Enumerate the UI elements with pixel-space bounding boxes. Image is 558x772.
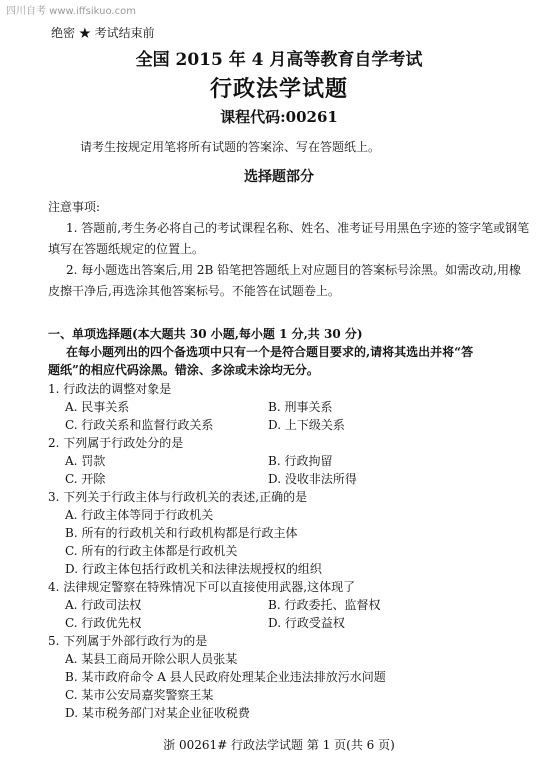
option-b: B. 行政拘留 bbox=[268, 454, 333, 468]
option-a: A. 罚款 bbox=[65, 454, 106, 468]
confidential-mark: 绝密 ★ 考试结束前 bbox=[51, 26, 155, 40]
instruction: 请考生按规定用笔将所有试题的答案涂、写在答题纸上。 bbox=[80, 140, 381, 154]
option-a: A. 民事关系 bbox=[65, 400, 130, 414]
note-1-line-2: 填写在答题纸规定的位置上。 bbox=[48, 242, 205, 256]
option-a: A. 某县工商局开除公职人员张某 bbox=[65, 652, 238, 666]
option-c: C. 行政优先权 bbox=[65, 616, 142, 630]
note-1-line-1: 1. 答题前,考生务必将自己的考试课程名称、姓名、准考证号用黑色字迹的签字笔或钢笔 bbox=[66, 221, 530, 235]
option-c: C. 所有的行政主体都是行政机关 bbox=[65, 544, 238, 558]
page-footer: 浙 00261# 行政法学试题 第 1 页(共 6 页) bbox=[163, 738, 395, 752]
question-stem: 5. 下列属于外部行政行为的是 bbox=[48, 634, 208, 648]
question-stem: 4. 法律规定警察在特殊情况下可以直接使用武器,这体现了 bbox=[48, 580, 356, 594]
watermark: 四川自考 www.iffsikuo.com bbox=[6, 6, 136, 17]
exam-title: 全国 2015 年 4 月高等教育自学考试 bbox=[135, 50, 423, 70]
option-d: D. 没收非法所得 bbox=[268, 472, 357, 486]
subject-title: 行政法学试题 bbox=[209, 76, 348, 102]
option-b: B. 刑事关系 bbox=[268, 400, 333, 414]
option-c: C. 某市公安局嘉奖警察王某 bbox=[65, 688, 214, 702]
option-d: D. 行政主体包括行政机关和法律法规授权的组织 bbox=[65, 562, 322, 576]
note-2-line-2: 皮擦干净后,再选涂其他答案标号。不能答在试题卷上。 bbox=[48, 284, 340, 298]
section-heading: 一、单项选择题(本大题共 30 小题,每小题 1 分,共 30 分) bbox=[48, 327, 363, 341]
course-code: 课程代码:00261 bbox=[220, 108, 338, 126]
section-desc-line-2: 题纸”的相应代码涂黑。错涂、多涂或未涂均无分。 bbox=[48, 363, 319, 377]
option-b: B. 某市政府命令 A 县人民政府处理某企业违法排放污水问题 bbox=[65, 670, 386, 684]
option-d: D. 行政受益权 bbox=[268, 616, 345, 630]
option-c: C. 开除 bbox=[65, 472, 106, 486]
option-a: A. 行政司法权 bbox=[65, 598, 142, 612]
question-stem: 3. 下列关于行政主体与行政机关的表述,正确的是 bbox=[48, 490, 308, 504]
option-a: A. 行政主体等同于行政机关 bbox=[65, 508, 214, 522]
question-stem: 2. 下列属于行政处分的是 bbox=[48, 436, 184, 450]
option-d: D. 某市税务部门对某企业征收税费 bbox=[65, 706, 250, 720]
part-title: 选择题部分 bbox=[244, 169, 314, 185]
option-c: C. 行政关系和监督行政关系 bbox=[65, 418, 214, 432]
question-stem: 1. 行政法的调整对象是 bbox=[48, 382, 172, 396]
option-d: D. 上下级关系 bbox=[268, 418, 345, 432]
option-b: B. 所有的行政机关和行政机构都是行政主体 bbox=[65, 526, 298, 540]
note-2-line-1: 2. 每小题选出答案后,用 2B 铅笔把答题纸上对应题目的答案标号涂黑。如需改动,用橡 bbox=[66, 263, 521, 277]
section-desc-line-1: 在每小题列出的四个备选项中只有一个是符合题目要求的,请将其选出并将“答 bbox=[66, 345, 474, 359]
option-b: B. 行政委托、监督权 bbox=[268, 598, 381, 612]
notes-heading: 注意事项: bbox=[48, 200, 101, 214]
